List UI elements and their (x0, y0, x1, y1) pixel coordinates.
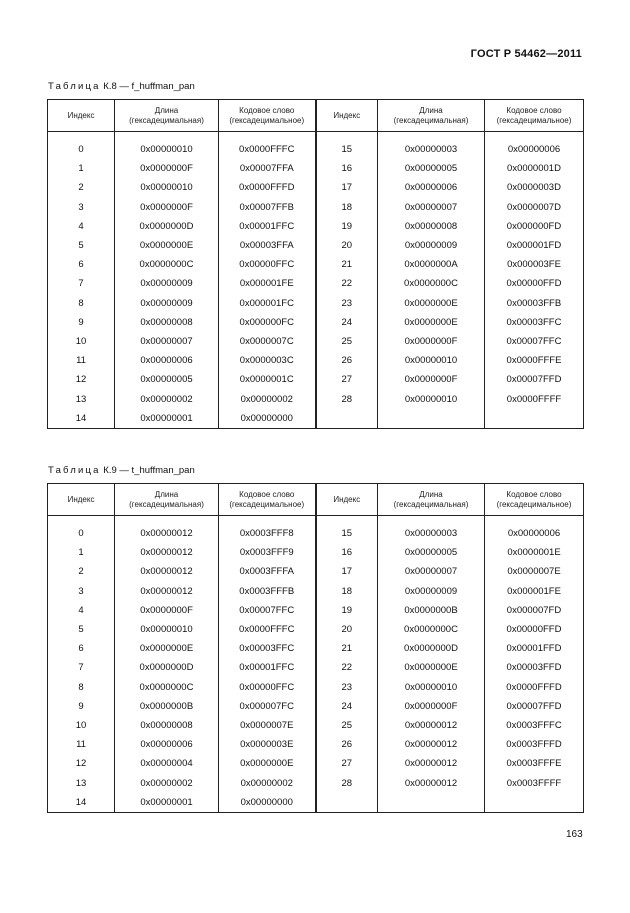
cell-index: 7 (48, 274, 115, 293)
cell-index: 13 (48, 773, 115, 792)
table-row (48, 217, 584, 236)
cell-index: 10 (48, 332, 115, 351)
col-header-length: Длина (гексадецимальная) (115, 100, 219, 132)
cell-length: 0x00000006 (115, 735, 219, 754)
table-row (48, 735, 584, 754)
cell-codeword: 0x00001FFC (219, 217, 316, 236)
cell-index: 9 (48, 697, 115, 716)
table-row (48, 697, 584, 716)
cell-codeword: 0x0000007D (485, 198, 584, 217)
cell-codeword: 0x000001FC (219, 294, 316, 313)
cell-length: 0x0000000F (115, 601, 219, 620)
cell-length: 0x00000008 (378, 217, 485, 236)
table-row (48, 754, 584, 773)
cell-index: 21 (316, 255, 378, 274)
col-header-index: Индекс (48, 100, 115, 132)
cell-index: 0 (48, 140, 115, 159)
cell-index: 20 (316, 620, 378, 639)
col-header-length: Длина (гексадецимальная) (115, 484, 219, 516)
cell-index: 0 (48, 524, 115, 543)
cell-index: 3 (48, 198, 115, 217)
table-row (48, 524, 584, 543)
cell-codeword: 0x00000FFD (485, 620, 584, 639)
cell-index: 3 (48, 582, 115, 601)
cell-length: 0x00000010 (115, 620, 219, 639)
col-header-codeword: Кодовое слово (гексадецимальное) (485, 484, 584, 516)
cell-length: 0x00000010 (378, 389, 485, 408)
cell-index: 6 (48, 639, 115, 658)
caption-prefix: Таблица (48, 81, 101, 92)
cell-codeword: 0x000000FD (485, 217, 584, 236)
cell-codeword: 0x000001FE (485, 582, 584, 601)
cell-length: 0x00000012 (115, 543, 219, 562)
cell-codeword: 0x00003FFC (219, 639, 316, 658)
cell-codeword: 0x00001FFD (485, 639, 584, 658)
cell-codeword: 0x0003FFF9 (219, 543, 316, 562)
cell-codeword: 0x0000000E (219, 754, 316, 773)
cell-length: 0x0000000E (115, 236, 219, 255)
cell-index: 8 (48, 678, 115, 697)
cell-codeword: 0x00000FFC (219, 255, 316, 274)
caption-prefix: Таблица (48, 465, 101, 476)
cell-length: 0x0000000C (115, 678, 219, 697)
cell-codeword: 0x00000006 (485, 524, 584, 543)
table-row (48, 140, 584, 159)
cell-codeword: 0x0000FFFF (485, 389, 584, 408)
table-row (48, 255, 584, 274)
table-row (48, 582, 584, 601)
cell-index: 5 (48, 236, 115, 255)
cell-index: 4 (48, 601, 115, 620)
cell-codeword: 0x0000007E (219, 716, 316, 735)
cell-codeword: 0x0003FFF8 (219, 524, 316, 543)
cell-codeword: 0x00000000 (219, 793, 316, 813)
cell-index: 14 (48, 793, 115, 813)
cell-codeword: 0x0003FFFE (485, 754, 584, 773)
cell-codeword: 0x00000002 (219, 773, 316, 792)
cell-index: 17 (316, 178, 378, 197)
cell-index: 19 (316, 217, 378, 236)
page-number: 163 (566, 829, 583, 840)
cell-length: 0x00000012 (115, 562, 219, 581)
table-row (48, 351, 584, 370)
col-header-codeword: Кодовое слово (гексадецимальное) (219, 484, 316, 516)
table-row (48, 409, 584, 429)
cell-codeword: 0x0003FFFB (219, 582, 316, 601)
cell-length: 0x00000008 (115, 313, 219, 332)
table-row (48, 716, 584, 735)
spacer-row (48, 516, 584, 525)
cell-codeword: 0x00003FFC (485, 313, 584, 332)
col-header-codeword: Кодовое слово (гексадецимальное) (219, 100, 316, 132)
cell-length: 0x0000000A (378, 255, 485, 274)
table-row (48, 658, 584, 677)
cell-length: 0x0000000F (115, 198, 219, 217)
cell-index: 26 (316, 735, 378, 754)
cell-length: 0x00000002 (115, 389, 219, 408)
cell-codeword (485, 409, 584, 429)
cell-codeword: 0x0000001C (219, 370, 316, 389)
cell-codeword: 0x00000FFD (485, 274, 584, 293)
cell-length: 0x00000010 (378, 351, 485, 370)
cell-index: 11 (48, 735, 115, 754)
cell-length (378, 409, 485, 429)
cell-length: 0x0000000C (378, 274, 485, 293)
cell-length: 0x0000000E (378, 658, 485, 677)
cell-length: 0x00000004 (115, 754, 219, 773)
cell-length: 0x0000000E (378, 294, 485, 313)
cell-codeword: 0x000001FE (219, 274, 316, 293)
cell-length: 0x0000000E (378, 313, 485, 332)
table-row (48, 562, 584, 581)
cell-index: 24 (316, 313, 378, 332)
cell-codeword: 0x00003FFB (485, 294, 584, 313)
table-header-row (48, 484, 584, 516)
cell-length: 0x00000012 (378, 773, 485, 792)
cell-index: 14 (48, 409, 115, 429)
cell-codeword: 0x00003FFD (485, 658, 584, 677)
cell-index: 26 (316, 351, 378, 370)
cell-codeword: 0x000000FC (219, 313, 316, 332)
cell-index: 13 (48, 389, 115, 408)
cell-length: 0x00000009 (378, 582, 485, 601)
cell-index: 28 (316, 773, 378, 792)
cell-index: 27 (316, 754, 378, 773)
cell-codeword: 0x00001FFC (219, 658, 316, 677)
cell-length: 0x0000000D (378, 639, 485, 658)
col-header-length: Длина (гексадецимальная) (378, 484, 485, 516)
cell-index: 12 (48, 754, 115, 773)
cell-length (378, 793, 485, 813)
cell-length: 0x00000007 (115, 332, 219, 351)
cell-codeword: 0x0000001D (485, 159, 584, 178)
cell-index: 23 (316, 678, 378, 697)
cell-codeword: 0x00007FFC (219, 601, 316, 620)
cell-codeword: 0x00000FFC (219, 678, 316, 697)
cell-codeword: 0x0000007C (219, 332, 316, 351)
cell-length: 0x0000000E (115, 639, 219, 658)
cell-index: 24 (316, 697, 378, 716)
col-header-index: Индекс (316, 100, 378, 132)
table-row (48, 620, 584, 639)
cell-codeword: 0x00003FFA (219, 236, 316, 255)
col-header-index: Индекс (48, 484, 115, 516)
cell-length: 0x00000012 (378, 754, 485, 773)
cell-index: 2 (48, 178, 115, 197)
cell-codeword: 0x0003FFFF (485, 773, 584, 792)
cell-index: 17 (316, 562, 378, 581)
table-row (48, 678, 584, 697)
cell-index: 11 (48, 351, 115, 370)
table-header-row (48, 100, 584, 132)
cell-codeword: 0x00000000 (219, 409, 316, 429)
cell-length: 0x00000010 (378, 678, 485, 697)
cell-index: 5 (48, 620, 115, 639)
table-row (48, 389, 584, 408)
cell-index: 28 (316, 389, 378, 408)
cell-index: 22 (316, 274, 378, 293)
cell-index: 16 (316, 159, 378, 178)
table-row (48, 236, 584, 255)
cell-index: 25 (316, 332, 378, 351)
cell-codeword (485, 793, 584, 813)
cell-length: 0x00000005 (378, 543, 485, 562)
cell-length: 0x00000005 (115, 370, 219, 389)
col-header-index: Индекс (316, 484, 378, 516)
cell-index (316, 409, 378, 429)
table-row (48, 198, 584, 217)
cell-index: 21 (316, 639, 378, 658)
cell-codeword: 0x0003FFFC (485, 716, 584, 735)
cell-index: 20 (316, 236, 378, 255)
cell-index: 22 (316, 658, 378, 677)
table-caption-k8 (48, 81, 195, 92)
cell-codeword: 0x00007FFB (219, 198, 316, 217)
spacer-row (48, 132, 584, 141)
table-row (48, 178, 584, 197)
cell-codeword: 0x0000FFFD (485, 678, 584, 697)
cell-length: 0x00000009 (115, 274, 219, 293)
table-row (48, 639, 584, 658)
cell-length: 0x00000012 (115, 582, 219, 601)
cell-length: 0x0000000D (115, 658, 219, 677)
cell-length: 0x00000012 (378, 716, 485, 735)
cell-length: 0x00000010 (115, 140, 219, 159)
table-row (48, 294, 584, 313)
cell-length: 0x00000010 (115, 178, 219, 197)
cell-length: 0x0000000C (378, 620, 485, 639)
cell-index: 27 (316, 370, 378, 389)
col-header-length: Длина (гексадецимальная) (378, 100, 485, 132)
cell-length: 0x00000009 (115, 294, 219, 313)
caption-title: К.9 — t_huffman_pan (100, 465, 195, 476)
cell-index: 15 (316, 524, 378, 543)
cell-codeword: 0x0000003E (219, 735, 316, 754)
table-row (48, 793, 584, 813)
cell-codeword: 0x00000006 (485, 140, 584, 159)
cell-length: 0x00000008 (115, 716, 219, 735)
cell-index (316, 793, 378, 813)
table-k8-f-huffman-pan (47, 99, 584, 429)
cell-length: 0x0000000F (378, 697, 485, 716)
cell-index: 4 (48, 217, 115, 236)
cell-codeword: 0x0003FFFA (219, 562, 316, 581)
cell-index: 1 (48, 543, 115, 562)
cell-codeword: 0x00000002 (219, 389, 316, 408)
cell-codeword: 0x000003FE (485, 255, 584, 274)
cell-length: 0x00000006 (115, 351, 219, 370)
cell-length: 0x0000000D (115, 217, 219, 236)
cell-length: 0x00000012 (115, 524, 219, 543)
cell-length: 0x00000001 (115, 793, 219, 813)
cell-index: 18 (316, 582, 378, 601)
cell-codeword: 0x000007FC (219, 697, 316, 716)
cell-index: 25 (316, 716, 378, 735)
cell-codeword: 0x00007FFA (219, 159, 316, 178)
cell-codeword: 0x000001FD (485, 236, 584, 255)
cell-length: 0x00000006 (378, 178, 485, 197)
cell-length: 0x00000005 (378, 159, 485, 178)
cell-codeword: 0x00007FFD (485, 370, 584, 389)
cell-index: 18 (316, 198, 378, 217)
cell-codeword: 0x0000FFFC (219, 140, 316, 159)
col-header-codeword: Кодовое слово (гексадецимальное) (485, 100, 584, 132)
cell-index: 15 (316, 140, 378, 159)
cell-length: 0x0000000F (378, 370, 485, 389)
cell-length: 0x00000003 (378, 524, 485, 543)
cell-index: 16 (316, 543, 378, 562)
cell-index: 8 (48, 294, 115, 313)
cell-index: 6 (48, 255, 115, 274)
document-header: ГОСТ Р 54462—2011 (470, 48, 582, 60)
table-row (48, 773, 584, 792)
table-row (48, 159, 584, 178)
cell-length: 0x0000000F (115, 159, 219, 178)
table-row (48, 370, 584, 389)
cell-codeword: 0x0000FFFE (485, 351, 584, 370)
cell-length: 0x00000007 (378, 562, 485, 581)
cell-index: 10 (48, 716, 115, 735)
cell-index: 7 (48, 658, 115, 677)
cell-codeword: 0x0000003C (219, 351, 316, 370)
cell-index: 23 (316, 294, 378, 313)
cell-length: 0x00000007 (378, 198, 485, 217)
cell-codeword: 0x0000007E (485, 562, 584, 581)
cell-length: 0x0000000C (115, 255, 219, 274)
table-caption-k9 (48, 465, 195, 476)
cell-index: 19 (316, 601, 378, 620)
table-row (48, 601, 584, 620)
cell-index: 1 (48, 159, 115, 178)
cell-codeword: 0x0000FFFC (219, 620, 316, 639)
cell-length: 0x0000000F (378, 332, 485, 351)
table-row (48, 274, 584, 293)
table-row (48, 332, 584, 351)
cell-index: 2 (48, 562, 115, 581)
cell-codeword: 0x00007FFD (485, 697, 584, 716)
cell-codeword: 0x0000001E (485, 543, 584, 562)
cell-length: 0x00000009 (378, 236, 485, 255)
cell-codeword: 0x00007FFC (485, 332, 584, 351)
caption-title: К.8 — f_huffman_pan (100, 81, 195, 92)
cell-length: 0x0000000B (378, 601, 485, 620)
cell-codeword: 0x000007FD (485, 601, 584, 620)
cell-length: 0x00000002 (115, 773, 219, 792)
cell-index: 9 (48, 313, 115, 332)
table-k9-t-huffman-pan (47, 483, 584, 813)
cell-codeword: 0x0000003D (485, 178, 584, 197)
cell-index: 12 (48, 370, 115, 389)
table-row (48, 313, 584, 332)
cell-codeword: 0x0003FFFD (485, 735, 584, 754)
cell-length: 0x00000003 (378, 140, 485, 159)
cell-codeword: 0x0000FFFD (219, 178, 316, 197)
cell-length: 0x00000012 (378, 735, 485, 754)
cell-length: 0x0000000B (115, 697, 219, 716)
cell-length: 0x00000001 (115, 409, 219, 429)
table-row (48, 543, 584, 562)
